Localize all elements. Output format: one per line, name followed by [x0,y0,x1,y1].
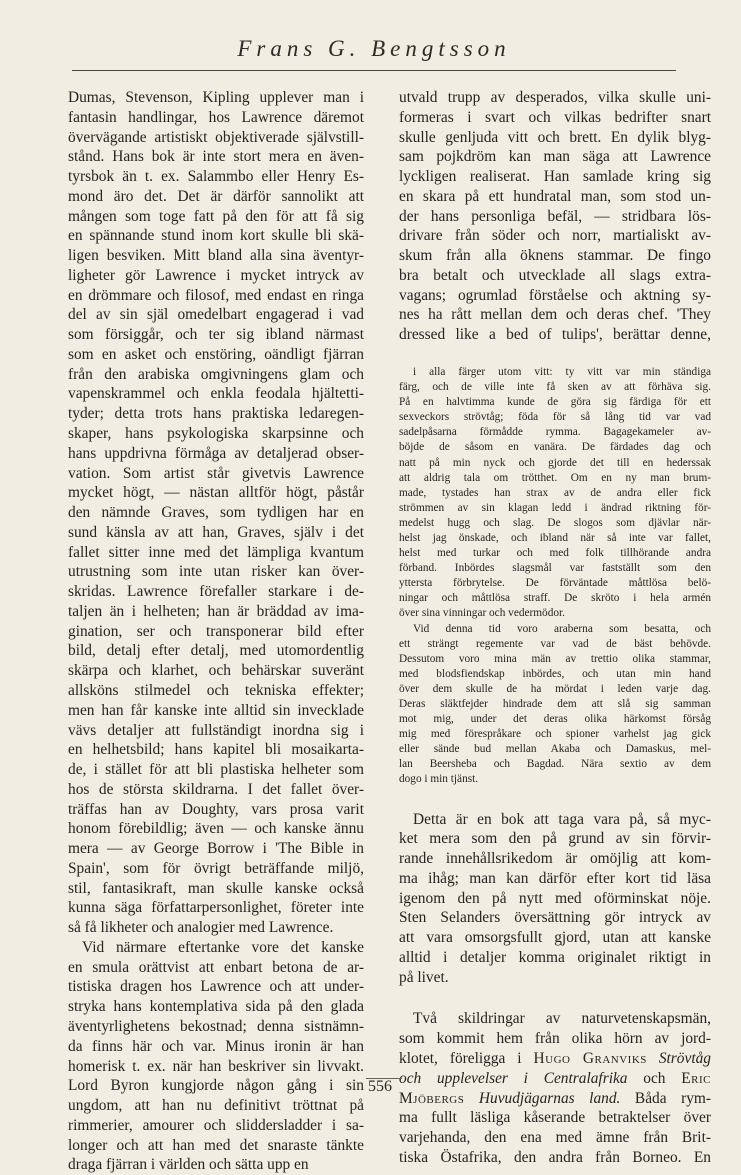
text-line: färg, och de ville inte få sken av att förhäva sig. [399,381,711,394]
text-line: vation. Som artist står givetvis Lawrence [68,464,364,482]
text-line: igenom den på nytt med oförminskat nöje. [399,889,711,907]
text-line: dressed like a bed of tulips', berättar denne, [399,326,711,344]
text-line: övervägande artistiskt objektiverade självstill- [68,128,364,146]
header-rule [72,70,676,71]
text-line: fantasin handlingar, hos Lawrence däremot [68,108,364,126]
text-line: made, tystades han strax av de andra eller fick [399,486,711,499]
text-line: mången som toge fatt på den för att få sig [68,207,364,225]
text-line: stånd. Hans bok är inte stort mera en även- [68,148,364,166]
left-column [68,88,364,1175]
text-line: mycket högt, — nästan alltför högt, påstår [68,484,364,502]
text-line: del av sin själ omedelbart engagerad i vad [68,306,364,324]
text-line: fallet sitter inne med det lämpliga kvantum [68,543,364,561]
text-line: Lord Byron kungjorde någon gång i sin [68,1077,364,1095]
text-line: varjehanda, den ena med ämne från Brit- [399,1129,711,1147]
text-line: från den arabiska omgivningens glam och [68,365,364,383]
text-line: drivare från söder och norr, martialiskt av- [399,227,711,245]
text-line: med blodsfiendskap inbördes, och utan min hand [399,667,711,680]
text-line: Vid denna tid voro araberna som besatta, och [413,622,711,635]
text-line: ligen besviken. Mitt bland alla sina äventyr- [68,247,364,265]
text-line: lyckligen realiserat. Han samlade kring sig [399,168,711,186]
text-line: förband. Inbördes slagsmål var fastställt som den [399,562,711,575]
text-line: gination, ser och transponerar bild efter [68,622,364,640]
text-line: ett strängt regemente var vad de bäst behövde. [399,637,711,650]
text-line: så få likheter och analogier med Lawrence. [68,919,334,937]
text-line: äventyrlighetens bekostnad; denna sistnämn- [68,1017,364,1035]
text-line: På en halvtimma kunde de göra sig färdiga för ett [399,396,711,409]
text-line: ligheter gör Lawrence i mycket intryck av [68,266,364,284]
text-line: Spain', som för övrigt beträffande miljö, [68,859,364,877]
text-line: rimmerier, amourer och sliddersladder i sa- [68,1116,364,1134]
text-line: tistiska dragen hos Lawrence och att under- [68,978,364,996]
text-line: draga fjärran i världen och sätta upp en [68,1156,309,1174]
text-line: mig med förespråkare och spioner varhelst jag gick [399,728,711,741]
text-line: utrustning som inte utan risker kan över- [68,563,364,581]
text-line: vagans; ogrumlad förståelse och aktning sy- [399,286,711,304]
text-line: alltid i detaljer komma originalet riktigt in [399,948,711,966]
text-line: stryka hans kontemplativa sida på den glada [68,998,364,1016]
text-line: vapenskrammel och enkla feodala hjältetti- [68,385,364,403]
text-line: stil, fantasikraft, man skulle kanske också [68,879,364,897]
text-line: skaper, hans psykologiska skarpsinne och [68,425,364,443]
text-line: Deras släktfejder hindrade dem att slå sig samman [399,698,711,711]
text-line: homerisk t. ex. när han beskriver sin livvakt. [68,1057,364,1075]
text-line: utvald trupp av desperados, vilka skulle uni- [399,89,711,106]
text-line: ungdom, att han nu definitivt tröttnat på [68,1097,364,1115]
text-line: Två skildringar av naturvetenskapsmän, [413,1010,711,1028]
text-line: som kommit hem från olika hörn av jord- [399,1030,711,1048]
text-line: över dem skulle de ha mördat i leden varje dag. [399,682,711,695]
text-line: men han får kanske inte alltid sin invecklade [68,701,364,719]
book-title: Strövtåg [646,1050,711,1067]
text-line: ma fullt läsliga kåserande betraktelser över [399,1109,711,1127]
text-line: helst med turkar och med folk tillhörande andra [399,547,711,560]
text-line: allsköns stilmedel och tekniska effekter; [68,681,364,699]
text-line: helst jag önskade, och ibland när så inte var fallet, [399,531,711,544]
text-line: tyder; detta trots hans praktiska ledaregen- [68,405,364,423]
text-line: hans uppdrivna förmåga av detaljerad obser- [68,444,364,462]
text-line: Detta är en bok att taga vara på, så myc- [413,810,711,828]
page-number: 556 [368,1078,392,1095]
text-line: eller sände bud mellan Akaba och Damaskus, mel- [399,743,711,756]
text-line: som en asket och enstöring, oändligt fjärran [68,345,364,363]
text-line: der hans personliga befäl, — stridbara lös- [399,207,711,225]
text-line: sexveckors strövtåg; föda för så lång tid var vad [399,411,711,424]
text-line: en drömmare och filosof, med endast en ringa [68,286,364,304]
text-line: bild, detalj efter detalj, med utomordentlig [68,642,364,660]
text-line: vävs detaljer att fullständigt inordna sig i [68,721,364,739]
text-line: att aldrig tala om trötthet. Om en ny man brum- [399,471,711,484]
text-line: hos de största skildrarna. I det fallet över- [68,780,364,798]
text-line: ma ihåg; man kan därför efter kort tid läsa [399,869,711,887]
text-line: Mjöbergs Huvudjägarnas land. Båda rym- [399,1089,711,1107]
text-line: i alla färger utom vitt: ty vitt var min ständiga [413,365,711,378]
text-line: de, i stället för att bli plastiska helheter som [68,761,364,779]
text-line: da finns här och var. Minus ironin är han [68,1037,364,1055]
text-line: Dessutom voro mina män av trettio olika stammar, [399,652,711,665]
author-name: Hugo Granviks [533,1050,647,1067]
text-line: Sten Selanders översättning gör intryck av [399,909,711,927]
text-line: skum från alla öknens stammar. De fingo [399,247,711,265]
text-line: ket mera som den på grund av sin förvir- [399,830,711,848]
text-line: mond äro det. Det är därför sannolikt att [68,187,364,205]
text-line: skridas. Lawrence förefaller starkare i de- [68,583,364,601]
running-head: Frans G. Bengtsson [237,36,511,61]
text-line: kunna säga författarpersonlighet, företer inte [68,899,364,917]
text-line: och upplevelser i Centralafrika och Eric [399,1069,712,1087]
text-line: tyrsbok än t. ex. Salammbo eller Henry Es- [68,168,364,186]
block-quote [399,365,711,788]
text-line: bra betalt och utvecklade all slags extra- [399,266,711,284]
text-line: träffas han av Doughty, vars prosa varit [68,800,364,818]
text-line: över sina vinningar och vedermödor. [399,607,565,620]
text-line: yttersta förbrytelse. De förväntade måttlösa belö- [399,577,711,590]
final-paragraph [399,1009,711,1167]
text-line: skulle genljuda vitt och brett. En dylik blyg- [399,128,711,146]
text-line: sund känsla av att han, Graves, själv i det [68,523,364,541]
right-column-top-paragraph [399,88,711,345]
paragraph-after-quote [399,810,711,988]
text-line: Dumas, Stevenson, Kipling upplever man i [68,89,364,106]
text-line: honom förebildlig; även — och kanske ännu [68,820,364,838]
text-line: strömmen av sin klagan ledd i ändrad riktning för- [399,501,711,514]
text-line: taljen än i helheten; han är bräddad av ima- [68,602,364,620]
text-line: skärpa och klarhet, och behärskar suveränt [68,662,364,680]
text-line: formeras i svart och vilkas bedrifter snart [399,108,711,126]
text-line: på livet. [399,968,449,986]
text-line: dogo i min tjänst. [399,773,479,786]
text-line: sam pojkdröm kan man säga att Lawrence [399,148,711,166]
text-line: som försiggår, och ter sig ibland närmast [68,326,364,344]
right-column [399,88,711,1168]
text-line: att vara omsorgsfullt gjord, utan att kanske [399,929,711,947]
text-line: en skara på ett hundratal man, som stod un- [399,187,711,205]
text-line: en spännande stund inom kort skulle bli skä- [68,227,364,245]
text-line: longer och att han med det snaraste tänkte [68,1136,364,1154]
text-line: Vid närmare eftertanke vore det kanske [82,938,364,956]
text-line: tiska Östafrika, den andra från Borneo. En [399,1148,711,1166]
text-line: rande innehållsrikedom är omöjlig att kom- [399,850,711,868]
book-title: Huvudjägarnas land. [464,1089,621,1107]
author-name: Eric [681,1069,712,1087]
book-title: och upplevelser i Centralafrika [399,1069,628,1087]
text-line: lan Beersheba och Bagdad. Nära sextio av dem [399,758,711,771]
author-name: Mjöbergs [399,1089,465,1107]
text-line: klotet, föreligga i Hugo Granviks Strövtåg [399,1050,711,1067]
text-line: natt på min nyck och gjorde det till en hederssak [399,456,711,469]
text-line: nes ha rått mellan dem och deras chef. 'They [399,306,711,324]
text-line: mot mig, under det deras olika härkomst försåg [399,713,711,726]
text-line: en helhetsbild; hans kapitel bli mosaikarta- [68,741,364,759]
text-line: den nämnde Graves, som tydligen har en [68,504,364,522]
text-line: medelst hugg och slag. De slogos som djävlar när- [399,516,711,529]
text-line: en smula orättvist att enbart betona de ar- [68,958,364,976]
text-line: ningar och måttlösa straff. De skröto i hela armén [399,592,711,605]
text-line: böjde de såsom en vanära. De färdades dag och [399,441,711,454]
text-line: mera — av George Borrow i 'The Bible in [68,840,364,858]
text-line: sadelpåsarna förmådde rymma. Bagagekameler av- [399,426,711,439]
